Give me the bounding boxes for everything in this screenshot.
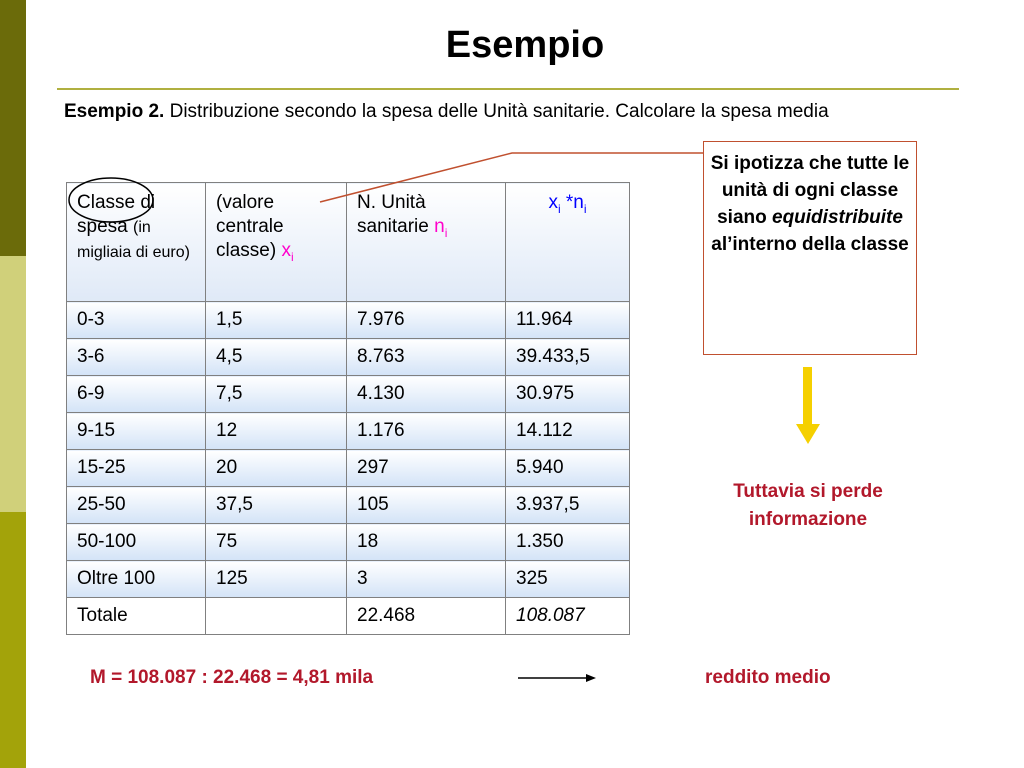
- table-row: 25-50 37,5 105 3.937,5: [67, 487, 630, 524]
- right-arrow-icon: [518, 674, 596, 682]
- callout-emphasis: equidistribuite: [772, 207, 903, 228]
- table-row: 0-3 1,5 7.976 11.964: [67, 302, 630, 339]
- table-row: 50-100 75 18 1.350: [67, 524, 630, 561]
- header-valore-centrale: (valore centrale classe) $x_i$: [206, 183, 347, 302]
- table-row: 6-9 7,5 4.130 30.975: [67, 376, 630, 413]
- table-row: 3-6 4,5 8.763 39.433,5: [67, 339, 630, 376]
- table-row: 15-25 20 297 5.940: [67, 450, 630, 487]
- assumption-callout: Si ipotizza che tutte le unità di ogni classe siano equidistribuite al’interno della classe: [703, 141, 917, 355]
- table-total-row: Totale 22.468 108.087: [67, 598, 630, 635]
- mean-label: reddito medio: [705, 667, 831, 688]
- table-row: 9-15 12 1.176 14.112: [67, 413, 630, 450]
- header-highlight-ellipse: [69, 178, 153, 222]
- table-row: Oltre 100 125 3 325: [67, 561, 630, 598]
- header-prodotto: $x_i$ $*n_i$: [506, 183, 630, 302]
- header-classe: Classe di spesa (in migliaia di euro): [67, 183, 206, 302]
- mean-formula: M = 108.087 : 22.468 = 4,81 mila: [90, 667, 374, 688]
- intro-body: Distribuzione secondo la spesa delle Unità sanitarie. Calcolare la spesa media: [164, 101, 829, 122]
- header-unita-sanitarie: N. Unità sanitarie $n_i$: [347, 183, 506, 302]
- information-loss-note: Tuttavia si perde informazione: [733, 481, 883, 530]
- slide-title: Esempio: [445, 24, 605, 66]
- down-arrow-icon: [796, 367, 820, 444]
- intro-label: Esempio 2.: [64, 101, 165, 122]
- callout-connector-line: [320, 153, 703, 202]
